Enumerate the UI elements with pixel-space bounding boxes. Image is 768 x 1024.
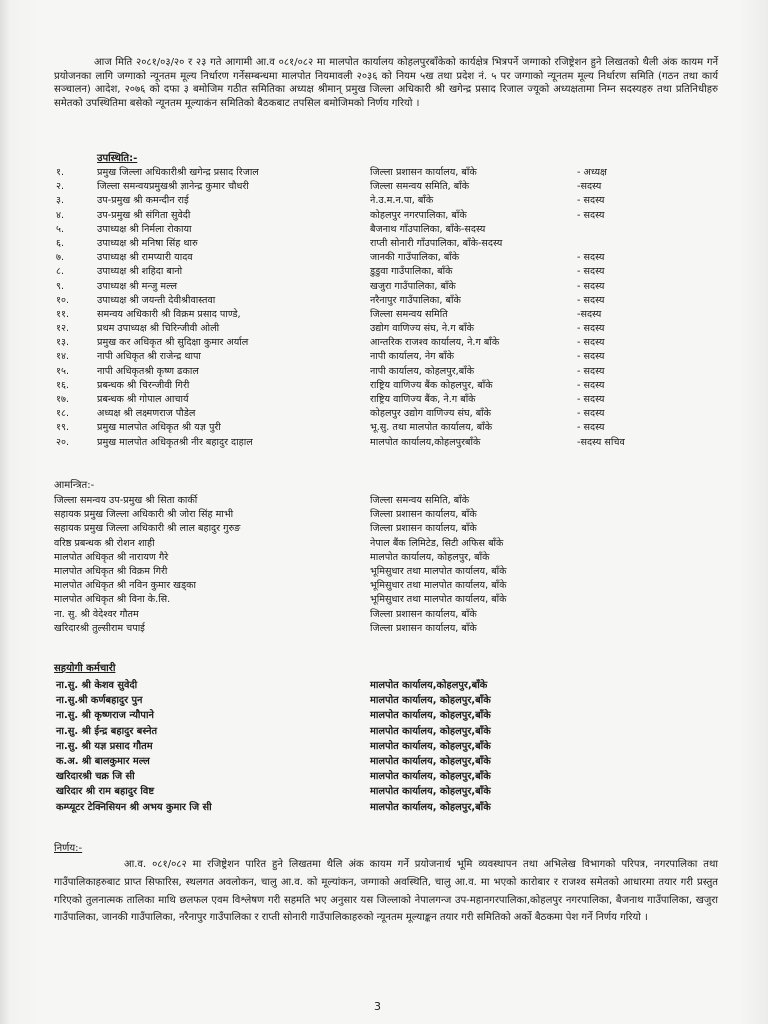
invitees-office: जिल्ला प्रशासन कार्यालय, बाँके — [370, 509, 477, 521]
attendance-num: ५. — [56, 223, 65, 235]
staff-name: खरिदारश्री चक्र जि सी — [56, 771, 135, 783]
attendance-row — [0, 421, 768, 435]
attendance-num: १४. — [56, 351, 70, 363]
attendance-row — [0, 308, 768, 322]
attendance-name: प्रबन्धक श्री गोपाल आचार्य — [97, 394, 189, 405]
attendance-num: १. — [56, 167, 65, 178]
attendance-office: राप्ती सोनारी गाँउपालिका, बाँके-सदस्य — [370, 237, 503, 249]
attendance-num: ११. — [56, 308, 70, 320]
attendance-office: डुडुवा गाउँपालिका, बाँके — [370, 266, 453, 278]
staff-office: मालपोत कार्यालय, कोहलपुर,बाँके — [370, 786, 491, 798]
page-number: 3 — [374, 1000, 381, 1013]
attendance-num: १०. — [56, 294, 70, 306]
attendance-role: -सदस्य — [577, 308, 602, 320]
invitees-row — [0, 593, 768, 607]
attendance-office: नापी कार्यालय, कोहलपुर,बाँके — [370, 365, 475, 377]
invitees-name: सहायक प्रमुख जिल्ला अधिकारी श्री लाल बहादुर गुरुङ — [54, 523, 241, 535]
decision-text: आ.व. ०८१/०८२ मा रजिष्ट्रेशन पारित हुने लिखतमा थैलि अंक कायम गर्ने प्रयोजनार्थ भूमि व्यवस्थापन तथा अभिलेख विभागको परिपत्र, नगरपालिका तथा गाउँपालिकाहरुबाट प्राप्त सिफारिस, स्थलगत अवलोकन, चालु आ.व. को मूल्यांकन, जग्गाको अवस्थिति, चालु आ.व. मा भएको कारोबार र राजश्व समेतको आधारमा तयार गरी प्रस्तुत गरिएको तुलनात्मक तालिका माथि छलफल एवम विश्लेषण गरी सहमति भए अनुसार यस जिल्लाको नेपालगन्ज उप-महानगरपालिका,कोहलपुर नगरपालिका, बैजनाथ गाउँपालिका, खजुरा गाउँपालिका, जानकी गाउँपालिका, नरैनापुर गाउँपालिका र राप्ती सोनारी गाउँपालिकाहरुको न्यूनतम मूल्याङ्कन तयार गरी समितिको अर्को बैठकमा पेश गर्ने निर्णय गरियो । — [54, 859, 718, 924]
invitees-list — [0, 494, 768, 636]
invitees-office: जिल्ला प्रशासन कार्यालय, बाँके — [370, 608, 477, 620]
decision-paragraph — [54, 856, 718, 927]
staff-name: ना.सु. श्री यज्ञ प्रसाद गौतम — [56, 740, 153, 752]
invitees-row — [0, 508, 768, 522]
invitees-name: मालपोत अधिकृत श्री विना के.सि. — [54, 594, 171, 606]
attendance-name: उपाध्यक्ष श्री रामप्यारी यादव — [97, 252, 193, 264]
invitees-name: मालपोत अधिकृत श्री नविन कुमार खड्का — [54, 580, 197, 592]
invitees-name: मालपोत अधिकृत श्री विक्रम गिरी — [54, 565, 168, 577]
staff-office: मालपोत कार्यालय, कोहलपुर,बाँके — [370, 695, 491, 707]
attendance-role: - सदस्य — [577, 252, 605, 264]
attendance-row — [0, 265, 768, 279]
attendance-office: आन्तरिक राजश्व कार्यालय, ने.ग बाँके — [370, 337, 500, 349]
staff-office: मालपोत कार्यालय, कोहलपुर,बाँके — [370, 755, 491, 767]
invitees-name: सहायक प्रमुख जिल्ला अधिकारी श्री जोरा सिंह माभी — [54, 509, 234, 521]
attendance-num: १५. — [56, 365, 70, 377]
attendance-name: प्रमुख जिल्ला अधिकारीश्री खगेन्द्र प्रसाद रिजाल — [97, 167, 259, 178]
attendance-role: - सदस्य — [577, 323, 605, 335]
invitees-row — [0, 522, 768, 536]
staff-row — [0, 678, 768, 693]
attendance-office: मालपोत कार्यालय,कोहलपुरबाँके — [370, 436, 481, 448]
attendance-row — [0, 251, 768, 265]
attendance-num: २०. — [56, 436, 70, 448]
invitees-office: नेपाल बैंक लिमिटेड, सिटी अफिस बाँके — [370, 537, 504, 549]
invitees-name: मालपोत अधिकृत श्री नारायण गैरे — [54, 551, 169, 563]
staff-name: खरिदार श्री राम बहादुर विष्ट — [56, 786, 155, 798]
attendance-role: - सदस्य — [577, 337, 605, 349]
staff-office: मालपोत कार्यालय,कोहलपुर,बाँके — [370, 680, 488, 691]
staff-name: कम्प्यूटर टेक्निसियन श्री अभय कुमार जि सी — [56, 801, 212, 813]
invitees-office: भूमिसुधार तथा मालपोत कार्यालय, बाँके — [370, 565, 507, 577]
invitees-row — [0, 608, 768, 622]
attendance-num: ६. — [56, 237, 65, 249]
attendance-row — [0, 294, 768, 308]
invitees-office: जिल्ला प्रशासन कार्यालय, बाँके — [370, 523, 477, 535]
invitees-row — [0, 579, 768, 593]
staff-row — [0, 769, 768, 784]
attendance-row — [0, 407, 768, 421]
attendance-row — [0, 223, 768, 237]
invitees-office: जिल्ला समन्वय समिति, बाँके — [370, 495, 470, 506]
invitees-office: मालपोत कार्यालय, कोहलपुर, बाँके — [370, 551, 490, 563]
invitees-name: वरिष्ठ प्रबन्धक श्री रोशन शाही — [54, 537, 155, 549]
attendance-office: नापी कार्यालय, नेग बाँके — [370, 351, 454, 363]
attendance-row — [0, 280, 768, 294]
attendance-name: उपाध्यक्ष श्री जयन्ती देवीश्रीवास्तवा — [97, 294, 216, 306]
attendance-role: - सदस्य — [577, 408, 605, 420]
attendance-name: उपाध्यक्ष श्री मनिषा सिंह थारु — [97, 237, 198, 249]
invitees-row — [0, 537, 768, 551]
attendance-role: - सदस्य — [577, 379, 605, 391]
attendance-office: कोहलपुर उद्योग वाणिज्य संघ, बाँके — [370, 408, 492, 420]
attendance-num: १७. — [56, 394, 70, 405]
attendance-row — [0, 194, 768, 208]
invitees-name: खरिदारश्री तुल्सीराम चपाई — [54, 622, 145, 634]
attendance-row — [0, 436, 768, 450]
attendance-row — [0, 237, 768, 251]
staff-row — [0, 708, 768, 723]
invitees-office: भूमिसुधार तथा मालपोत कार्यालय, बाँके — [370, 580, 507, 592]
staff-office: मालपोत कार्यालय, कोहलपुर,बाँके — [370, 801, 491, 813]
attendance-name: नापी अधिकृतश्री कृष्ण ढकाल — [97, 365, 199, 377]
intro-paragraph — [54, 56, 718, 110]
attendance-office: उद्योग वाणिज्य संघ, ने.ग बाँके — [370, 323, 474, 335]
attendance-office: जिल्ला समन्वय समिति — [370, 308, 448, 320]
staff-office: मालपोत कार्यालय, कोहलपुर,बाँके — [370, 740, 491, 752]
invitees-heading: आमन्त्रित:- — [54, 480, 95, 491]
attendance-office: भू.सु. तथा मालपोत कार्यालय, बाँके — [370, 422, 493, 434]
attendance-name: प्रथम उपाध्यक्ष श्री चिरिन्जीवी ओली — [97, 323, 220, 335]
staff-office: मालपोत कार्यालय, कोहलपुर,बाँके — [370, 771, 491, 783]
attendance-name: उप-प्रमुख श्री संगिता सुवेदी — [97, 209, 191, 221]
attendance-num: ९. — [56, 280, 65, 292]
staff-name: ना.सु.श्री कर्णबहादुर पुन — [56, 695, 143, 707]
attendance-num: ३. — [56, 195, 65, 207]
invitees-row — [0, 565, 768, 579]
invitees-office: भूमिसुधार तथा मालपोत कार्यालय, बाँके — [370, 594, 507, 606]
attendance-role: - सदस्य — [577, 394, 605, 405]
attendance-role: -सदस्य सचिव — [577, 436, 625, 448]
attendance-name: जिल्ला समन्वयप्रमुखश्री ज्ञानेन्द्र कुमार चौधरी — [97, 181, 249, 193]
attendance-office: राष्ट्रिय वाणिज्य बैंक कोहलपुर, बाँके — [370, 379, 493, 391]
attendance-office: बैजनाथ गाँउपालिका, बाँके-सदस्य — [370, 223, 486, 235]
attendance-row — [0, 365, 768, 379]
attendance-office: खजुरा गाउँपालिका, बाँके — [370, 280, 456, 292]
attendance-heading: उपस्थिति:- — [97, 153, 138, 164]
attendance-name: उपाध्यक्ष श्री मन्जु मल्ल — [97, 280, 177, 292]
attendance-role: - सदस्य — [577, 195, 605, 207]
staff-office: मालपोत कार्यालय, कोहलपुर,बाँके — [370, 725, 491, 737]
attendance-num: १९. — [56, 422, 70, 434]
attendance-role: - सदस्य — [577, 209, 605, 221]
attendance-row — [0, 322, 768, 336]
attendance-office: राष्ट्रिय वाणिज्य बैंक, ने.ग बाँके — [370, 394, 476, 405]
staff-row — [0, 754, 768, 769]
attendance-num: ८. — [56, 266, 65, 278]
attendance-office: जानकी गाउँपालिका, बाँके — [370, 252, 460, 264]
attendance-role: - सदस्य — [577, 351, 605, 363]
attendance-role: - सदस्य — [577, 294, 605, 306]
attendance-role: - अध्यक्ष — [577, 167, 607, 178]
attendance-office: ने.उ.म.न.पा, बाँके — [370, 195, 434, 207]
attendance-name: समन्वय अधिकारी श्री विक्रम प्रसाद पाण्डे, — [97, 308, 241, 320]
invitees-office: जिल्ला प्रशासन कार्यालय, बाँके — [370, 622, 477, 634]
staff-office: मालपोत कार्यालय, कोहलपुर,बाँके — [370, 710, 491, 722]
attendance-row — [0, 180, 768, 194]
attendance-row — [0, 350, 768, 364]
invitees-row — [0, 622, 768, 636]
attendance-name: अध्यक्ष श्री लक्ष्मणराज पौडेल — [97, 408, 196, 420]
staff-row — [0, 784, 768, 799]
attendance-row — [0, 379, 768, 393]
attendance-num: १८. — [56, 408, 70, 420]
staff-name: ना.सु. श्री केशव सुवेदी — [56, 680, 138, 691]
staff-name: क.अ. श्री बालकुमार मल्ल — [56, 755, 150, 767]
staff-row — [0, 739, 768, 754]
staff-row — [0, 724, 768, 739]
decision-heading: निर्णय:- — [54, 843, 83, 854]
attendance-num: २. — [56, 181, 65, 193]
attendance-row — [0, 336, 768, 350]
attendance-office: जिल्ला समन्वय समिति, बाँके — [370, 181, 470, 193]
staff-row — [0, 800, 768, 815]
attendance-role: - सदस्य — [577, 266, 605, 278]
attendance-office: नरैनापुर गाउँपालिका, बाँके — [370, 294, 461, 306]
staff-list — [0, 678, 768, 815]
attendance-list — [0, 166, 768, 450]
attendance-office: जिल्ला प्रशासन कार्यालय, बाँके — [370, 167, 477, 178]
attendance-name: प्रमुख कर अधिकृत श्री सुदिक्षा कुमार अर्याल — [97, 337, 249, 349]
intro-text: आज मिति २०८१/०३/२० र २३ गते आगामी आ.व ०८१/०८२ मा मालपोत कार्यालय कोहलपुरबाँकेको कार्यक्षेत्र भित्रपर्ने जग्गाको रजिष्ट्रेशन हुने लिखतको थैली अंक कायम गर्ने प्रयोजनका लागि जग्गाको न्यूनतम मूल्य निर्धारण गर्नेसम्बन्धमा मालपोत नियमावली २०३६ को नियम ५ख तथा प्रदेश नं. ५ पर जग्गाको न्यूनतम मूल्य निर्धारण समिति (गठन तथा कार्य सञ्चालन) आदेश, २०७६ को दफा ३ बमोजिम गठीत समितिका अध्यक्ष श्रीमान् प्रमुख जिल्ला अधिकारी श्री खगेन्द्र प्रसाद रिजाल ज्यूको अध्यक्षतामा निम्न सदस्यहरु तथा प्रतिनिधीहरु समेतको उपस्थितिमा बसेको न्यूनतम मूल्याकंन समितिको बैठकबाट तपसिल बमोजिमको निर्णय गरियो । — [54, 57, 718, 109]
staff-name: ना.सु. श्री ईन्द्र बहादुर बस्नेत — [56, 725, 158, 737]
attendance-name: उपाध्यक्ष श्री निर्मला रोकाया — [97, 223, 192, 235]
attendance-num: १२. — [56, 323, 70, 335]
attendance-name: प्रबन्धक श्री चिरन्जीवी गिरी — [97, 379, 190, 391]
invitees-name: जिल्ला समन्वय उप-प्रमुख श्री सिता कार्की — [54, 495, 198, 506]
attendance-name: प्रमुख मालपोत अधिकृतश्री नीर बहादुर दाहाल — [97, 436, 253, 448]
staff-name: ना.सु. श्री कृष्णराज न्यौपाने — [56, 710, 154, 722]
attendance-name: उप-प्रमुख श्री कमन्दीन राई — [97, 195, 189, 207]
attendance-name: प्रमुख मालपोत अधिकृत श्री यज्ञ पुरी — [97, 422, 221, 434]
attendance-num: ७. — [56, 252, 65, 264]
staff-row — [0, 693, 768, 708]
invitees-row — [0, 494, 768, 508]
attendance-name: उपाध्यक्ष श्री शहिदा बानो — [97, 266, 183, 278]
attendance-num: १३. — [56, 337, 70, 349]
staff-heading: सहयोगी कर्मचारी — [54, 663, 116, 674]
invitees-row — [0, 551, 768, 565]
attendance-num: १६. — [56, 379, 70, 391]
attendance-row — [0, 166, 768, 180]
attendance-role: - सदस्य — [577, 365, 605, 377]
attendance-role: -सदस्य — [577, 181, 602, 193]
attendance-num: ४. — [56, 209, 65, 221]
attendance-role: - सदस्य — [577, 422, 605, 434]
attendance-row — [0, 209, 768, 223]
invitees-name: ना. सु. श्री वेदेश्वर गौतम — [54, 608, 139, 620]
attendance-office: कोहलपुर नगरपालिका, बाँके — [370, 209, 467, 221]
attendance-row — [0, 393, 768, 407]
attendance-role: - सदस्य — [577, 280, 605, 292]
attendance-name: नापी अधिकृत श्री राजेन्द्र थापा — [97, 351, 201, 363]
